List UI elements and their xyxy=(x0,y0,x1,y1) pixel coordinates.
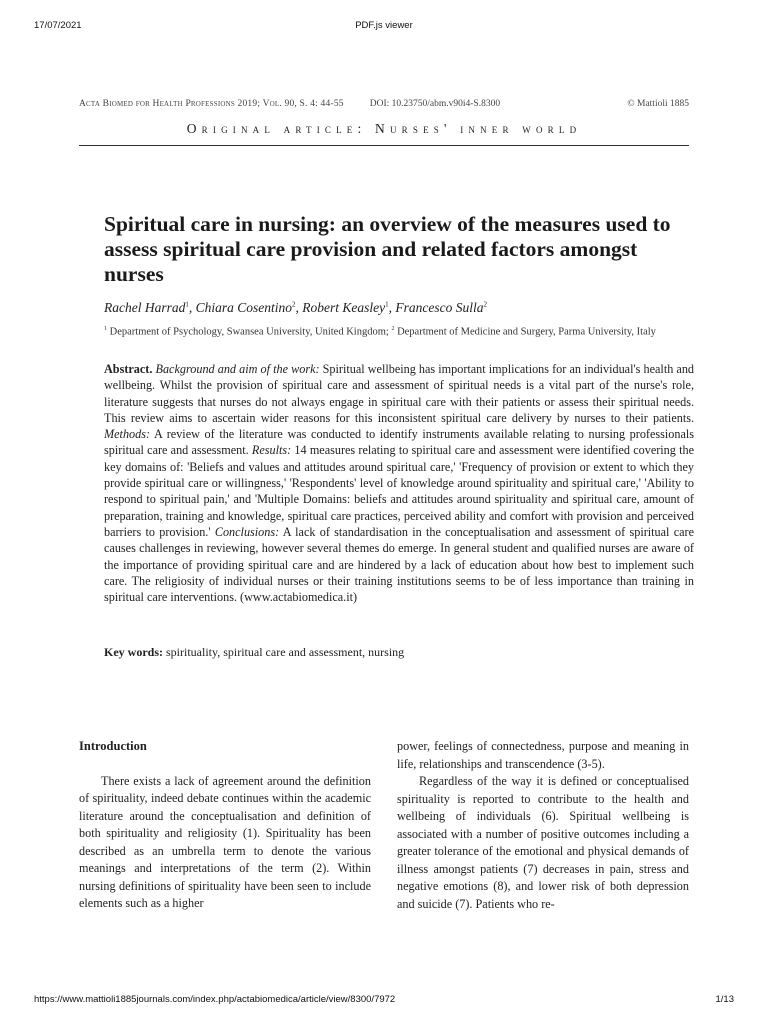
body-paragraph: power, feelings of connectedness, purpose and meaning in life, relationships and transcendence (3-5). xyxy=(397,739,689,771)
print-date: 17/07/2021 xyxy=(34,20,82,31)
abstract-conclusions-label: Conclusions: xyxy=(214,524,280,539)
body-paragraph: There exists a lack of agreement around the definition of spirituality, indeed debate continues within the academic literature around the conceptualisation and definition of both spirituality and religiosity (1). Spirituality has been described as an umbrella term to denote the various meanings and interpretations of the term (2). Within nursing definitions of spirituality have been seen to include elements such as a higher xyxy=(79,773,371,910)
keywords-text: spirituality, spiritual care and assessment, nursing xyxy=(163,645,405,659)
affiliation-mark: 1 xyxy=(385,300,389,309)
affiliation-text: Department of Psychology, Swansea University, United Kingdom; xyxy=(107,326,392,338)
affiliations xyxy=(104,322,694,340)
copyright: © Mattioli 1885 xyxy=(627,99,689,109)
affiliation-mark: 2 xyxy=(292,300,296,309)
abstract-background-label: Background and aim of the work: xyxy=(155,362,320,376)
body-column-left xyxy=(79,738,371,913)
print-url: https://www.mattioli1885journals.com/index.php/actabiomedica/article/view/8300/7972 xyxy=(34,994,396,1005)
doi: DOI: 10.23750/abm.v90i4-S.8300 xyxy=(369,99,501,109)
affiliation-text: Department of Medicine and Surgery, Parma University, Italy xyxy=(394,326,656,338)
body-column-right xyxy=(397,738,689,913)
section-divider xyxy=(79,145,689,146)
article-title: Spiritual care in nursing: an overview of the measures used to assess spiritual care provision and related factors amongst nurses xyxy=(104,212,671,286)
abstract-label: Abstract. xyxy=(104,362,153,376)
abstract-results-label: Results: xyxy=(251,443,292,458)
body-paragraph: Regardless of the way it is defined or conceptualised spirituality is reported to contribute to the health and wellbeing of individuals (6). Spiritual wellbeing is associated with a number of positive outcomes including a greater tolerance of the emotional and physical demands of illness amongst patients (7) decreases in pain, stress and negative emotions (8), and lower risk of both depression and suicide (7). Patients who re- xyxy=(397,774,689,911)
abstract-conclusions-text: A lack of standardisation in the conceptualisation and assessment of spiritual care causes challenges in reviewing, however several themes do emerge. In general student and qualified nurses are aware of the importance of providing spiritual care and are hindered by a lack of education about how best to implement such care. The religiosity of individual nurses or their training institutions seems to be of less importance than training in spiritual care interventions. (www.actabiomedica.it) xyxy=(104,524,695,605)
abstract-background-text: Spiritual wellbeing has important implications for an individual's health and wellbeing. Whilst the provision of spiritual care and assessment of spiritual needs is a vital part of the nurse's role, literature suggests that nurses do not always engage in spiritual care with their patients or assess their spiritual needs. This review aims to ascertain wider reasons for this inconsistent spiritual care delivery by nurses to their patients. xyxy=(104,362,695,425)
author-list: Rachel Harrad$^1$, Chiara Cosentino$^2$, Robert Keasley$^1$, Francesco Sulla$^2$ xyxy=(104,300,487,315)
abstract-methods-text: A review of the literature was conducted to identify instruments available relating to nursing professionals spiritual care and assessment. xyxy=(104,427,694,458)
author-name: Rachel Harrad xyxy=(104,300,186,315)
abstract-methods-label: Methods: xyxy=(104,427,151,442)
abstract-results-text: 14 measures relating to spiritual care and assessment were identified covering the key domains of: 'Beliefs and values and attitudes around spiritual care,' 'Frequency of provision or extent to which they provide spiritual care or willingness,' 'Respondents' level of knowledge around spirituality and spiritual care,' 'Ability to respond to spiritual pain,' and 'Multiple Domains: beliefs and attitudes around spirituality and spiritual care, amount of preparation, training and knowledge, spiritual care practices, perceived ability and comfort with provision and perceived barriers to provision.' xyxy=(104,443,694,539)
author-name: Chiara Cosentino xyxy=(195,300,293,315)
journal-citation: Acta Biomed for Health Professions 2019; Vol. 90, S. 4: 44-55 xyxy=(79,99,344,109)
keywords-label: Key words: xyxy=(104,645,163,659)
section-heading: Original article: Nurses' inner world xyxy=(186,121,582,136)
author-name: Francesco Sulla xyxy=(395,300,484,315)
affiliation-mark: 2 xyxy=(483,300,487,309)
section-heading-introduction: Introduction xyxy=(79,739,147,753)
journal-header xyxy=(79,99,689,109)
keywords xyxy=(104,645,404,660)
affiliation-mark: 1 xyxy=(185,300,189,309)
author-name: Robert Keasley xyxy=(302,300,386,315)
affiliation-mark: 1 xyxy=(104,326,107,332)
affiliation-mark: 2 xyxy=(391,326,395,332)
print-page-number: 1/13 xyxy=(715,994,734,1005)
abstract xyxy=(104,361,694,605)
print-page-title: PDF.js viewer xyxy=(355,20,413,31)
